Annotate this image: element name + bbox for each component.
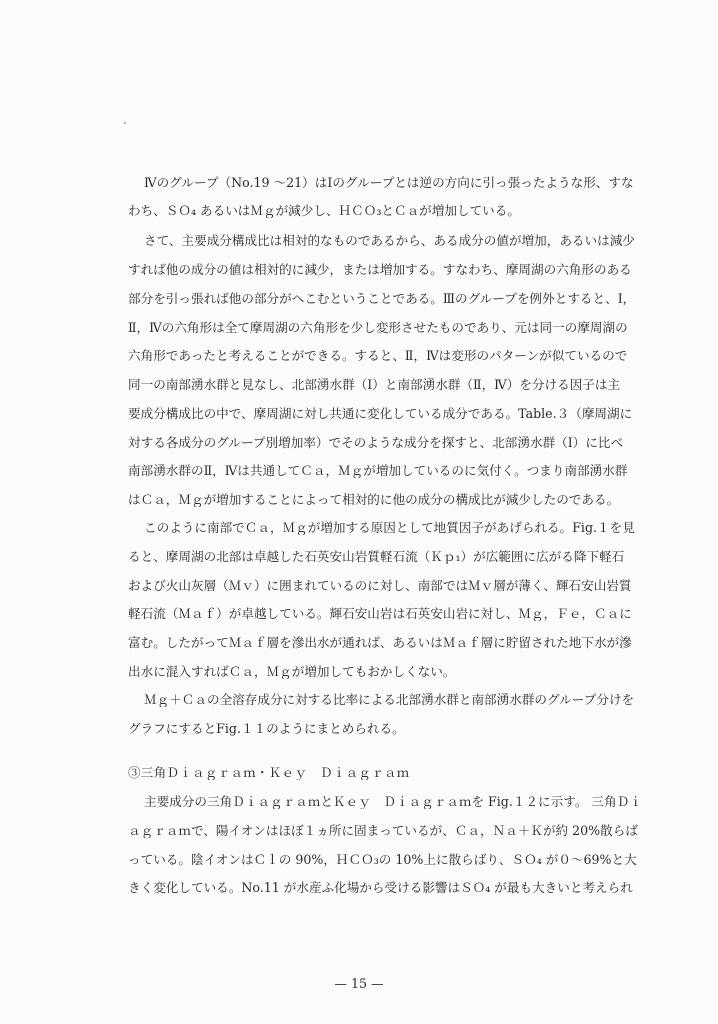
scan-speck: [124, 122, 126, 124]
text-line: このように南部でＣａ，Ｍｇが増加する原因として地質因子があげられる。Fig.１を見: [144, 520, 635, 535]
text-line: 同一の南部湧水群と見なし、北部湧水群（Ⅰ）と南部湧水群（Ⅱ，Ⅳ）を分ける因子は主: [128, 377, 621, 392]
text-line: 南部湧水群のⅡ，Ⅳは共通してＣａ，Ｍｇが増加しているのに気付く。つまり南部湧水群: [128, 463, 628, 478]
text-line: きく変化している。No.11 が水産ふ化場から受ける影響はＳＯ₄ が最も大きいと考えられ: [128, 880, 633, 895]
text-line: 出水に混入すればＣａ，Ｍｇが増加してもおかしくない。: [128, 664, 456, 679]
page-number: — 15 —: [334, 976, 384, 991]
text-line: っている。陰イオンはＣｌの 90%，ＨＣＯ₃の 10%上に散らばり、ＳＯ₄ が０〜69%と大: [128, 852, 637, 867]
text-line: 富む。したがってＭａｆ層を滲出水が通れば、あるいはＭａｆ層に貯留された地下水が滲: [128, 635, 632, 650]
text-line: ａｇｒａｍで、陽イオンはほぼ１ヵ所に固まっているが、Ｃａ，Ｎａ＋Ｋが約 20%散らば: [128, 823, 638, 838]
text-line: ると、摩周湖の北部は卓越した石英安山岩質軽石流（Ｋｐ₁）が広範囲に広がる降下軽石: [128, 549, 625, 564]
text-line: グラフにするとFig.１１のようにまとめられる。: [128, 721, 405, 736]
text-line: 対する各成分のグループ別増加率）でそのような成分を探すと、北部湧水群（Ⅰ）に比べ: [128, 435, 624, 450]
text-line: Ⅱ，Ⅳの六角形は全て摩周湖の六角形を少し変形させたものであり、元は同一の摩周湖の: [128, 320, 628, 335]
text-line: すれば他の成分の値は相対的に減少，または増加する。すなわち、摩周湖の六角形のある: [128, 262, 632, 277]
text-line: わち、ＳＯ₄ あるいはＭｇが減少し、ＨＣＯ₃とＣａが増加している。: [128, 203, 520, 218]
text-line: 軽石流（Ｍａｆ）が卓越している。輝石安山岩は石英安山岩に対し、Ｍｇ，Ｆｅ，Ｃａに: [128, 606, 632, 621]
text-line: 六角形であったと考えることができる。すると、Ⅱ，Ⅳは変形のパターンが似ているので: [128, 348, 628, 363]
text-line: 主要成分の三角ＤｉａｇｒａｍとＫｅｙ Ｄｉａｇｒａｍを Fig.１２に示す。 三角Ｄｉ: [144, 794, 642, 809]
text-line: Ｍｇ＋Ｃａの全溶存成分に対する比率による北部湧水群と南部湧水群のグループ分けを: [144, 692, 635, 707]
text-line: さて、主要成分構成比は相対的なものであるから、ある成分の値が増加，あるいは減少: [144, 233, 635, 248]
text-line: および火山灰層（Ｍｖ）に囲まれているのに対し、南部ではＭｖ層が薄く、輝石安山岩質: [128, 578, 632, 593]
section-heading: ③三角Ｄｉａｇｒａｍ・Ｋｅｙ Ｄｉａｇｒａｍ: [128, 765, 410, 780]
text-line: はＣａ，Ｍｇが増加することによって相対的に他の成分の構成比が減少したのである。: [128, 492, 620, 507]
text-line: 部分を引っ張れば他の部分がへこむということである。Ⅲのグループを例外とすると、Ⅰ，: [128, 291, 636, 306]
text-line: Ⅳのグループ（No.19 〜21）はⅠのグループとは逆の方向に引っ張ったような形、すな: [144, 175, 634, 190]
text-line: 要成分構成比の中で、摩周湖に対し共通に変化している成分である。Table.３（摩周湖に: [128, 406, 633, 421]
